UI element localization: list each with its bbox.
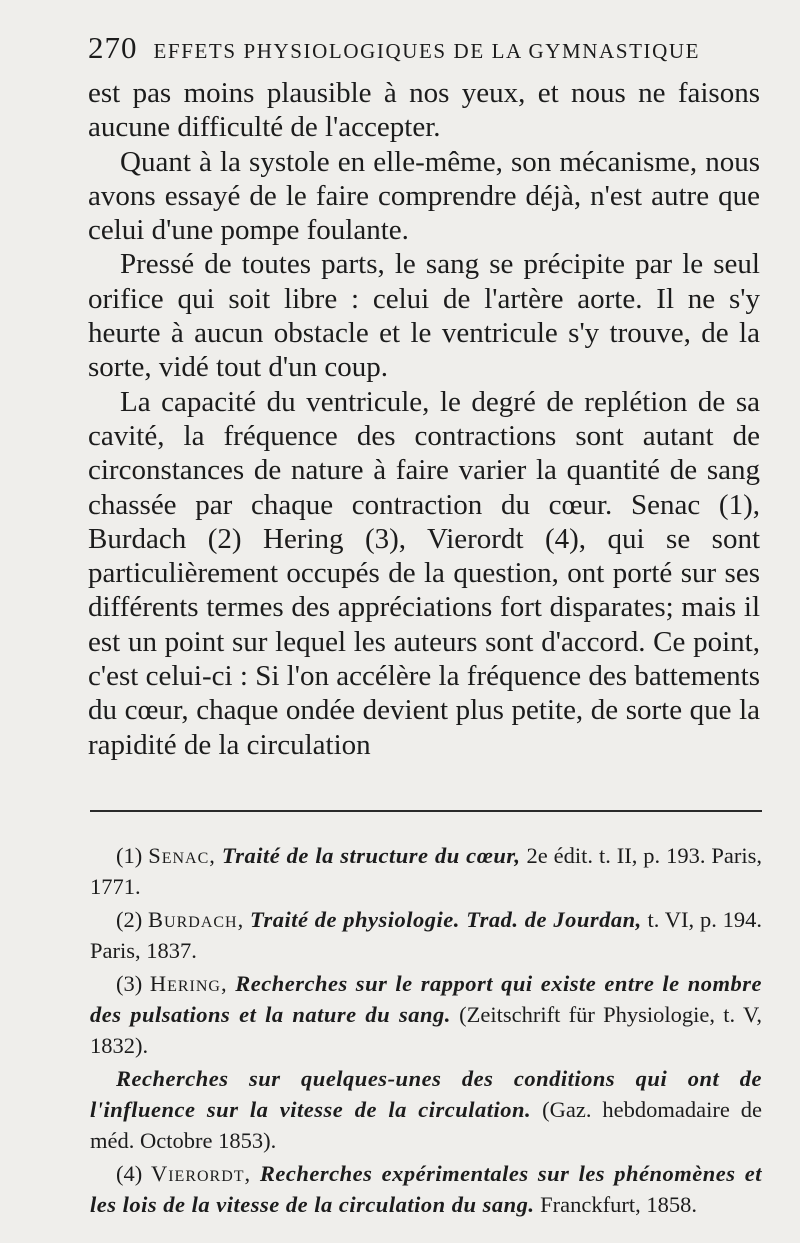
footnote-number: (3) xyxy=(116,971,143,996)
footnote-details: (Zeitschrift für Physiologie, t. V, 1832). xyxy=(90,1002,763,1058)
footnote-number: (4) xyxy=(116,1161,143,1186)
footnote-details: Franckfurt, 1858. xyxy=(540,1192,697,1217)
footnote-author: Vierordt, xyxy=(150,1161,252,1186)
paragraph-aorta: Pressé de toutes parts, le sang se précipite par le seul orifice qui soit libre : celui de l'artère aorte. Il ne s'y heurte à aucun obstacle et le ventricule s'y trouve, de la sorte, vidé tout d'un coup. xyxy=(88,248,760,384)
footnote-title: Recherches expérimentales sur les phénomènes et les lois de la vitesse de la circulation du sang. xyxy=(90,1161,763,1217)
footnote-2 xyxy=(90,904,762,966)
footnotes xyxy=(90,840,762,1222)
body-text xyxy=(88,76,760,762)
footnote-title: Recherches sur le rapport qui existe entre le nombre des pulsations et la nature du sang. xyxy=(90,971,763,1027)
footnote-1 xyxy=(90,840,762,902)
running-header xyxy=(88,30,758,70)
footnote-3-continued xyxy=(90,1063,762,1156)
footnote-details: 2e édit. t. II, p. 193. Paris, 1771. xyxy=(90,843,763,899)
footnote-title: Traité de la structure du cœur, xyxy=(221,843,521,868)
footnote-rule xyxy=(90,810,762,812)
running-title: EFFETS PHYSIOLOGIQUES DE LA GYMNASTIQUE xyxy=(153,39,701,63)
footnote-number: (2) xyxy=(116,907,143,932)
footnote-4 xyxy=(90,1158,762,1220)
page-number: 270 xyxy=(88,30,138,65)
footnote-details: t. VI, p. 194. Paris, 1837. xyxy=(90,907,763,963)
footnote-details: (Gaz. hebdomadaire de méd. Octobre 1853). xyxy=(90,1097,762,1153)
paragraph-continued: est pas moins plausible à nos yeux, et nous ne faisons aucune difficulté de l'accepter. xyxy=(88,77,760,144)
footnote-3 xyxy=(90,968,762,1061)
paragraph-capacity: La capacité du ventricule, le degré de replétion de sa cavité, la fréquence des contractions sont autant de circonstances de nature à faire varier la quantité de sang chassée par chaque contraction du cœur. Senac (1), Burdach (2) Hering (3), Vierordt (4), qui se sont particulièrement occupés de la question, ont porté sur ses différents termes des appréciations fort disparates; mais il est un point sur lequel les auteurs sont d'accord. Ce point, c'est celui-ci : Si l'on accélère la fréquence des battements du cœur, chaque ondée devient plus petite, de sorte que la rapidité de la circulation xyxy=(88,385,760,761)
footnote-title: Traité de physiologie. Trad. de Jourdan, xyxy=(250,907,642,932)
footnote-author: Burdach, xyxy=(148,907,245,932)
footnote-number: (1) xyxy=(116,843,143,868)
footnote-author: Senac, xyxy=(148,843,216,868)
footnote-author: Hering, xyxy=(149,971,228,996)
paragraph-systole: Quant à la systole en elle-même, son mécanisme, nous avons essayé de le faire comprendre déjà, n'est autre que celui d'une pompe foulante. xyxy=(88,145,760,247)
footnote-title: Recherches sur quelques-unes des conditions qui ont de l'influence sur la vitesse de la circulation. xyxy=(90,1066,762,1122)
